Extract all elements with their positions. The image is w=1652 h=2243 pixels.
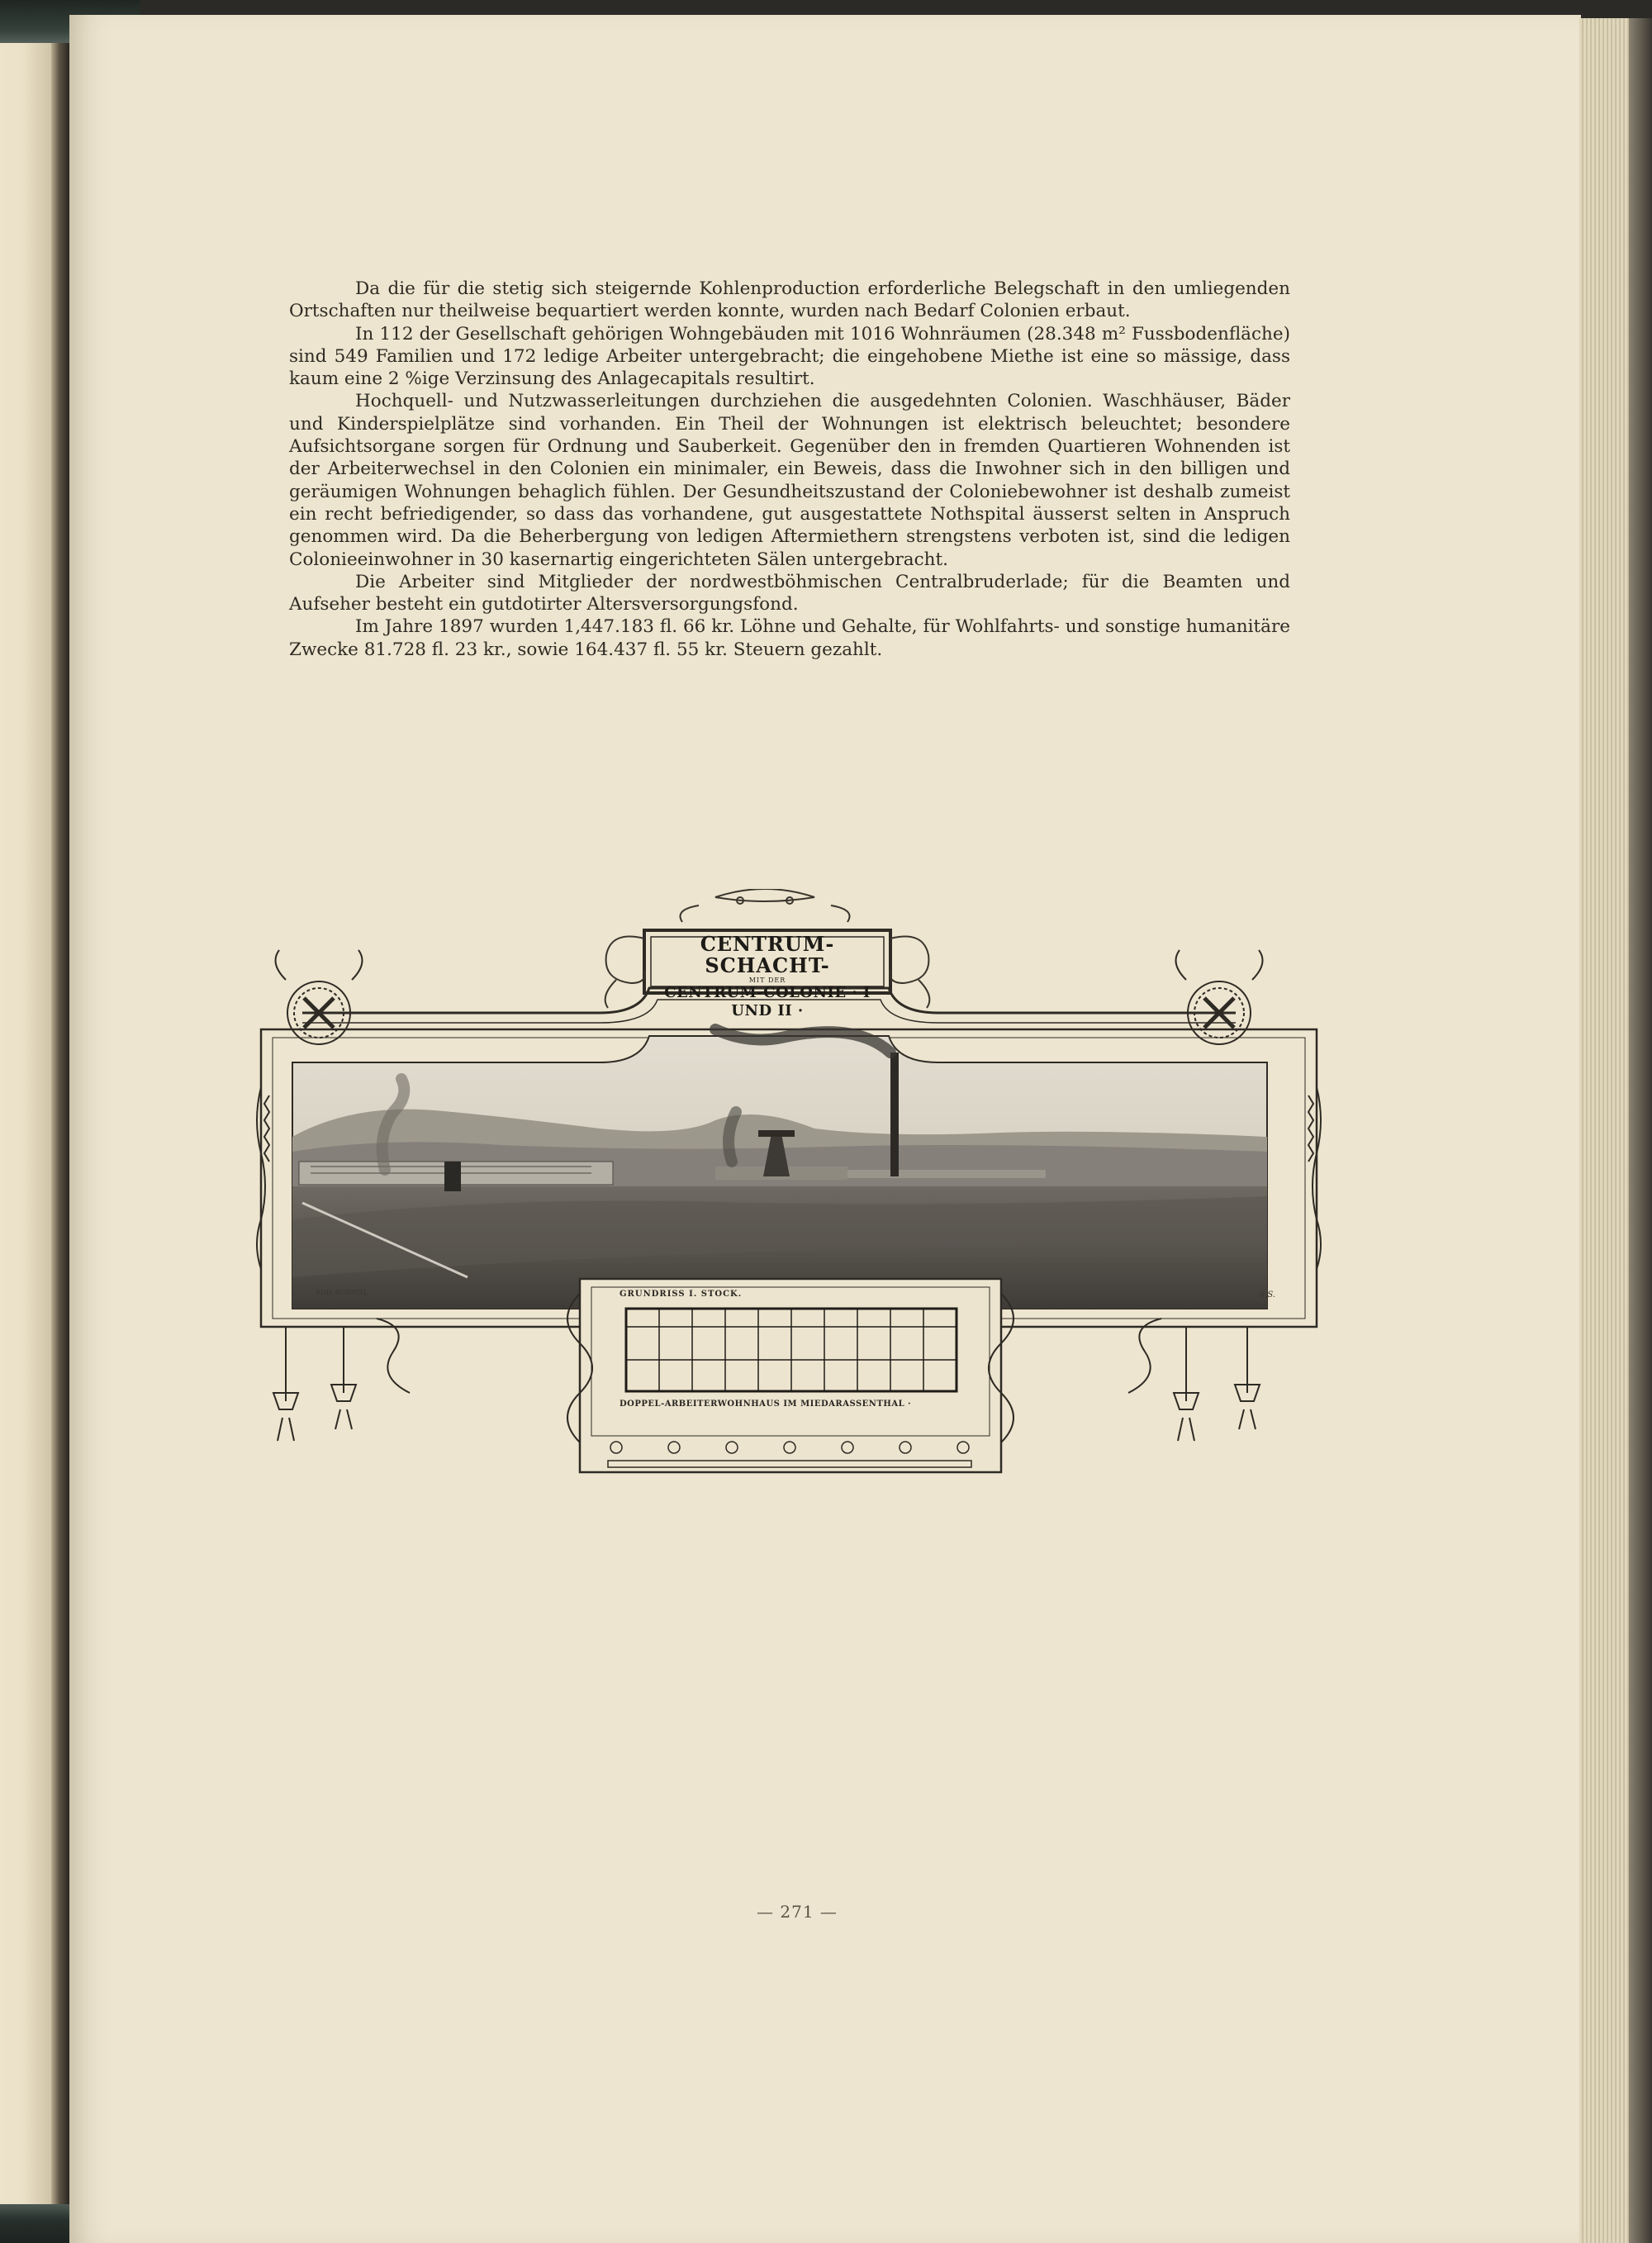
page-number: — 271 — bbox=[757, 1902, 838, 1922]
illustration-plate bbox=[253, 889, 1327, 1480]
side-ornament-right bbox=[1308, 1087, 1321, 1269]
title-small-line: MIT DER bbox=[748, 977, 786, 984]
floorplan-caption-bottom: DOPPEL-ARBEITERWOHNHAUS IM MIEDARASSENTHAL · bbox=[620, 1399, 912, 1409]
floorplan-caption-top: GRUNDRISS I. STOCK. bbox=[620, 1290, 743, 1299]
hanging-lamps-right bbox=[1174, 1327, 1260, 1441]
artist-signature: A.S. bbox=[1259, 1290, 1276, 1300]
paragraph: Da die für die stetig sich steigernde Kohlenproduction erforderliche Belegschaft in den umliegenden Ortschaften nur theilweise bequartiert werden konnte, wurden nach Bedarf Colonien erbaut. bbox=[289, 278, 1290, 322]
title-line-2: CENTRUM-COLONIE · I UND II · bbox=[664, 984, 871, 1019]
floorplan-frame bbox=[567, 1279, 1014, 1472]
paragraph: Hochquell- und Nutzwasserleitungen durchziehen die ausgedehnten Colonien. Waschhäuser, Bäder und Kinderspielplätze sind vorhanden. Ein Theil der Wohnungen ist elektrisch beleuchtet; besondere Aufsichtsorgane sorgen für Ordnung und Sauberkeit. Gegenüber den in fremden Quartieren Wohnenden ist der Arbeiterwechsel in den Colonien ein minimaler, ein Beweis, dass die Inwohner sich in den billigen und geräumigen Wohnungen behaglich fühlen. Der Gesundheitszustand der Coloniebewohner ist deshalb zumeist ein recht befriedigender, so dass das vorhandene, gut ausgestattete Nothspital äusserst selten in Anspruch genommen wird. Da die Beherbergung von ledigen Aftermiethern strengstens verboten ist, sind die ledigen Colonieeinwohner in 30 kasernartig eingerichteten Sälen untergebracht. bbox=[289, 391, 1290, 570]
paragraph: Im Jahre 1897 wurden 1,447.183 fl. 66 kr. Löhne und Gehalte, für Wohlfahrts- und sonstige humanitäre Zwecke 81.728 fl. 23 kr., sowie 164.437 fl. 55 kr. Steuern gezahlt. bbox=[289, 616, 1290, 660]
top-scroll-ornament bbox=[681, 889, 850, 922]
title-line-1: CENTRUM-SCHACHT- bbox=[700, 932, 835, 977]
illustration-title bbox=[653, 932, 882, 1019]
hanging-lamps-left bbox=[273, 1327, 356, 1441]
side-ornament-left bbox=[257, 1087, 269, 1269]
body-text bbox=[289, 278, 1290, 661]
artist-credit: RUD. SCHNITL bbox=[316, 1289, 368, 1296]
paragraph: In 112 der Gesellschaft gehörigen Wohngebäuden mit 1016 Wohnräumen (28.348 m² Fussbodenfläche) sind 549 Familien und 172 ledige Arbeiter untergebracht; die eingehobene Miethe ist eine so mässige, dass kaum eine 2 %ige Verzinsung des Anlagecapitals resultirt. bbox=[289, 323, 1290, 390]
paragraph: Die Arbeiter sind Mitglieder der nordwestböhmischen Centralbruderlade; für die Beamten und Aufseher besteht ein gutdotirter Altersversorgungsfond. bbox=[289, 571, 1290, 615]
colliery-panorama bbox=[292, 1029, 1267, 1309]
page-edges-shadow bbox=[1629, 18, 1652, 2243]
